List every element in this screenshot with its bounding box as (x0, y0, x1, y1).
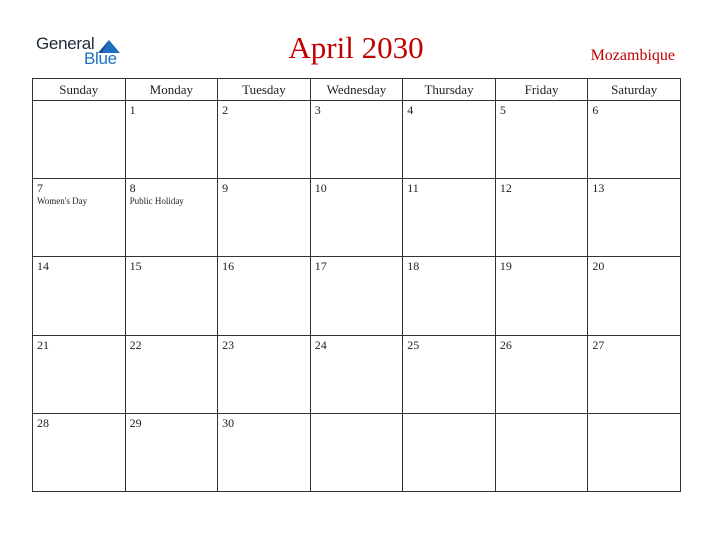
day-cell (403, 335, 496, 413)
day-number: 19 (499, 259, 512, 274)
day-cell (403, 257, 496, 335)
day-number: 10 (314, 181, 327, 196)
day-cell (588, 101, 681, 179)
day-cell (33, 101, 126, 179)
day-cell (218, 335, 311, 413)
week-row (33, 257, 681, 335)
day-number: 9 (222, 181, 229, 196)
day-number: 13 (592, 181, 605, 196)
day-cell (218, 413, 311, 491)
day-number: 23 (222, 337, 235, 352)
weekday-header: Friday (495, 79, 588, 101)
day-number: 26 (499, 337, 512, 352)
day-number: 8 (129, 181, 136, 196)
day-number: 21 (37, 337, 49, 352)
day-cell (403, 413, 496, 491)
day-cell (495, 257, 588, 335)
day-number: 15 (129, 259, 142, 274)
holiday-label: Public Holiday (129, 196, 184, 207)
day-number: 29 (129, 415, 142, 430)
week-row (33, 101, 681, 179)
day-cell (125, 413, 218, 491)
weekday-header: Sunday (33, 79, 126, 101)
day-cell (125, 101, 218, 179)
day-cell (403, 179, 496, 257)
day-cell (588, 335, 681, 413)
day-cell (33, 335, 126, 413)
day-number: 2 (222, 103, 229, 117)
day-number: 25 (407, 337, 420, 352)
day-number: 4 (407, 103, 414, 117)
weekday-header: Thursday (403, 79, 496, 101)
day-cell (310, 257, 403, 335)
day-cell (588, 257, 681, 335)
week-row (33, 413, 681, 491)
day-number: 12 (499, 181, 512, 196)
day-number: 28 (37, 415, 49, 430)
day-number (496, 414, 588, 416)
day-cell (33, 257, 126, 335)
day-number: 1 (129, 103, 136, 117)
day-number: 20 (592, 259, 605, 274)
day-number: 3 (314, 103, 321, 117)
day-cell (310, 179, 403, 257)
day-cell (495, 101, 588, 179)
day-number: 6 (592, 103, 599, 117)
logo-text-general: General (36, 34, 95, 53)
weekday-header: Tuesday (218, 79, 311, 101)
weekday-header: Saturday (588, 79, 681, 101)
day-cell (495, 179, 588, 257)
day-cell (310, 101, 403, 179)
day-cell (125, 179, 218, 257)
weekday-header: Monday (125, 79, 218, 101)
day-cell (218, 179, 311, 257)
day-number: 30 (222, 415, 235, 430)
day-number: 16 (222, 259, 235, 274)
day-cell (33, 413, 126, 491)
day-cell (588, 413, 681, 491)
holiday-label: Women's Day (37, 196, 88, 207)
day-number: 7 (37, 181, 43, 196)
day-cell (495, 413, 588, 491)
day-cell (588, 179, 681, 257)
day-cell (310, 413, 403, 491)
day-number: 17 (314, 259, 327, 274)
week-row (33, 335, 681, 413)
calendar-grid (32, 78, 681, 492)
logo-text-blue: Blue (84, 49, 117, 68)
day-number (311, 414, 403, 416)
day-number (33, 101, 125, 103)
day-cell (310, 335, 403, 413)
day-cell (218, 101, 311, 179)
day-cell (218, 257, 311, 335)
country-label: Mozambique (590, 47, 675, 64)
day-number: 11 (407, 181, 419, 196)
day-number: 24 (314, 337, 327, 352)
day-number (588, 414, 680, 416)
week-row (33, 179, 681, 257)
day-cell (495, 335, 588, 413)
day-number: 14 (37, 259, 49, 274)
day-cell (33, 179, 126, 257)
day-number (403, 414, 495, 416)
day-number: 18 (407, 259, 420, 274)
weekday-header-row (33, 79, 681, 101)
weekday-header: Wednesday (310, 79, 403, 101)
day-number: 22 (129, 337, 142, 352)
day-cell (403, 101, 496, 179)
page-title: April 2030 (288, 30, 424, 65)
day-cell (125, 257, 218, 335)
day-cell (125, 335, 218, 413)
day-number: 5 (499, 103, 506, 117)
day-number: 27 (592, 337, 605, 352)
